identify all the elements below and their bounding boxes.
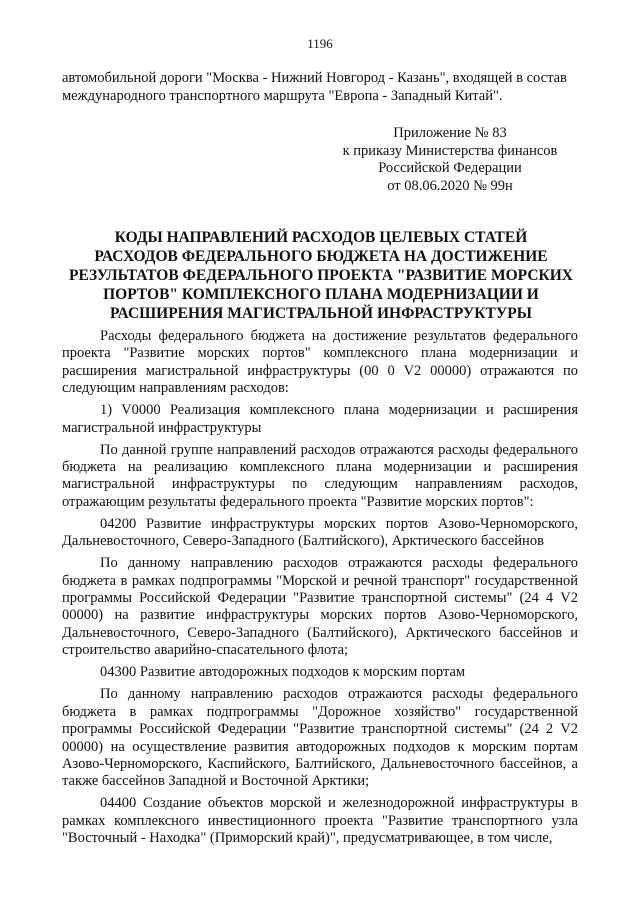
paragraph-04200-description: По данному направлению расходов отражаются расходы федерального бюджета в рамках подпрограммы "Морской и речной транспорт" государственной программы Российской Федерации "Развитие транспортной системы" (24 4 V2 00000) на развитие инфраструктуры морских портов Азово-Черноморского, Дальневосточного, Северо-Западного (Балтийского), Арктического бассейнов и строительство аварийно-спасательного флота;	[62, 555, 578, 659]
title-line-2: РАСХОДОВ ФЕДЕРАЛЬНОГО БЮДЖЕТА НА ДОСТИЖЕНИЕ	[94, 248, 548, 265]
title-line-4: ПОРТОВ" КОМПЛЕКСНОГО ПЛАНА МОДЕРНИЗАЦИИ И	[103, 286, 539, 303]
paragraph-04300: 04300 Развитие автодорожных подходов к морским портам	[100, 664, 466, 681]
title-line-3: РЕЗУЛЬТАТОВ ФЕДЕРАЛЬНОГО ПРОЕКТА "РАЗВИТИЕ МОРСКИХ	[68, 267, 573, 284]
appendix-number: Приложение № 83	[393, 125, 507, 141]
paragraph-04300-description: По данному направлению расходов отражаются расходы федерального бюджета в рамках подпрограммы "Дорожное хозяйство" государственной программы Российской Федерации "Развитие транспортной системы" (24 2 V2 00000) на осуществление развития автодорожных подходов к морским портам Азово-Черноморского, Каспийского, Балтийского, Дальневосточного бассейнов, а также бассейнов Западной и Восточной Арктики;	[62, 686, 578, 790]
paragraph-v0000: 1) V0000 Реализация комплексного плана модернизации и расширения магистральной инфраструктуры	[62, 402, 578, 436]
title-line-5: РАСШИРЕНИЯ МАГИСТРАЛЬНОЙ ИНФРАСТРУКТУРЫ	[110, 305, 532, 322]
paragraph-04400: 04400 Создание объектов морской и железнодорожной инфраструктуры в рамках комплексного инвестиционного проекта "Развитие транспортного узла "Восточный - Находка" (Приморский край)", предусматривающее, в том числе,	[62, 795, 578, 847]
appendix-federation: Российской Федерации	[378, 160, 522, 176]
document-title	[60, 228, 582, 323]
paragraph-04200: 04200 Развитие инфраструктуры морских портов Азово-Черноморского, Дальневосточного, Северо-Западного (Балтийского), Арктического бассейнов	[62, 515, 578, 550]
document-body	[62, 328, 578, 852]
appendix-block	[300, 125, 600, 195]
intro-paragraph: автомобильной дороги "Москва - Нижний Новгород - Казань", входящей в состав международного транспортного маршрута "Европа - Западный Китай".	[62, 70, 567, 104]
paragraph-v0000-description: По данной группе направлений расходов отражаются расходы федерального бюджета на реализацию комплексного плана модернизации и расширения магистральной инфраструктуры по следующим направлениям расходов, отражающим результаты федерального проекта "Развитие морских портов":	[62, 441, 578, 510]
paragraph-intro: Расходы федерального бюджета на достижение результатов федерального проекта "Развитие морских портов" комплексного плана модернизации и расширения магистральной инфраструктуры (00 0 V2 00000) отражаются по следующим направлениям расходов:	[62, 328, 578, 397]
appendix-date: от 08.06.2020 № 99н	[387, 177, 513, 194]
title-line-1: КОДЫ НАПРАВЛЕНИЙ РАСХОДОВ ЦЕЛЕВЫХ СТАТЕЙ	[114, 229, 528, 246]
appendix-order: к приказу Министерства финансов	[342, 142, 558, 159]
page-number: 1196	[307, 36, 333, 51]
